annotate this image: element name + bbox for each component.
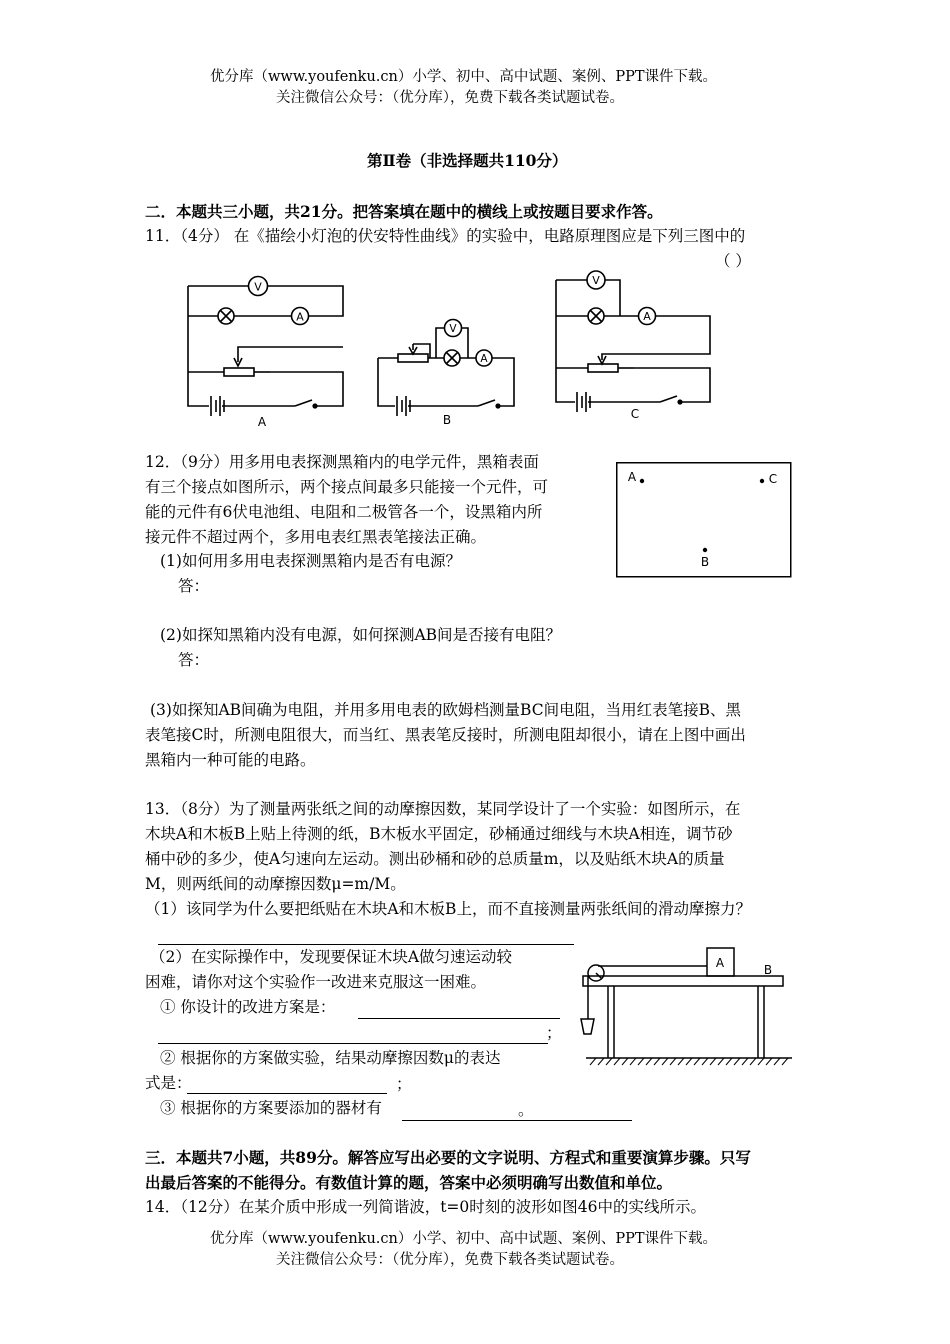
circuit-a-label: A <box>257 415 267 429</box>
q12-line-2: 有三个接点如图所示，两个接点间最多只能接一个元件，可 <box>145 478 549 496</box>
q13-semicolon-1: ； <box>546 1024 562 1042</box>
circuit-a-ammeter-label: A <box>296 310 304 324</box>
q13-line-1: 13．（8分）为了测量两张纸之间的动摩擦因数，某同学设计了一个实验：如图所示，在 <box>145 800 741 818</box>
circuit-b-ammeter-label: A <box>480 353 488 365</box>
circuit-a-voltmeter-label: V <box>254 280 262 294</box>
footer-line-2: 关注微信公众号：（优分库），免费下载各类试题试卷。 <box>276 1252 624 1268</box>
circuit-c-ammeter-label: A <box>643 310 651 323</box>
volume-title: 第Ⅱ卷（非选择题共110分） <box>367 151 568 170</box>
terminal-b-label: B <box>700 555 710 569</box>
q13-line-3: 桶中砂的多少，使A匀速向左运动。测出砂桶和砂的总质量m，以及贴纸木块A的质量 <box>145 850 725 868</box>
q13-answer-line-1[interactable] <box>158 944 574 945</box>
black-box-diagram <box>616 462 792 580</box>
q12-sub-2: (2)如探知黑箱内没有电源，如何探测AB间是否接有电阻？ <box>160 626 562 644</box>
q13-item-3: ③ 根据你的方案要添加的器材有 <box>160 1099 382 1117</box>
header-line-1: 优分库（www.youfenku.cn）小学、初中、高中试题、案例、PPT课件下载。 <box>210 69 718 85</box>
q13-sub-2-line-1: （2）在实际操作中，发现要保证木块A做匀速运动较 <box>150 948 513 966</box>
q14-text: 14．（12分）在某介质中形成一列简谐波，t=0时刻的波形如图46中的实线所示。 <box>145 1198 706 1216</box>
q13-answer-line-5[interactable] <box>402 1120 632 1121</box>
circuit-b-voltmeter-label: V <box>449 323 457 335</box>
circuit-c-voltmeter-label: V <box>592 274 600 287</box>
terminal-c-label: C <box>768 472 778 486</box>
q12-line-3: 能的元件有6伏电池组、电阻和二极管各一个，设黑箱内所 <box>145 503 543 521</box>
q12-sub-3-line-3: 黑箱内一种可能的电路。 <box>145 751 316 769</box>
q13-answer-line-3[interactable] <box>158 1043 548 1044</box>
q12-sub-3-line-2: 表笔接C时，所测电阻很大，而当红、黑表笔反接时，所测电阻却很小，请在上图中画出 <box>145 726 746 744</box>
board-b-label: B <box>763 963 773 977</box>
q12-line-4: 接元件不超过两个，多用电表红黑表笔接法正确。 <box>145 528 487 546</box>
q13-semicolon-2: ； <box>396 1075 412 1093</box>
q12-answer-1: 答： <box>178 577 210 595</box>
q13-sub-1: （1）该同学为什么要把纸贴在木块A和木板B上，而不直接测量两张纸间的滑动摩擦力？ <box>145 900 751 918</box>
circuit-b-label: B <box>442 413 452 427</box>
q11-text: 11．（4分） 在《描绘小灯泡的伏安特性曲线》的实验中，电路原理图应是下列三图中的 <box>145 227 746 245</box>
circuit-c-label: C <box>630 407 640 421</box>
q13-line-4: M，则两纸间的动摩擦因数μ=m/M。 <box>145 875 406 893</box>
q12-line-1: 12．（9分）用多用电表探测黑箱内的电学元件，黑箱表面 <box>145 453 539 471</box>
q13-answer-line-4[interactable] <box>187 1093 387 1094</box>
q13-item-2: ② 根据你的方案做实验，结果动摩擦因数μ的表达 <box>160 1049 501 1067</box>
q13-item-2-cont: 式是： <box>145 1074 192 1092</box>
q11-blank: （ ） <box>715 252 751 270</box>
circuit-b-diagram <box>370 312 520 432</box>
section2-heading: 二．本题共三小题，共21分。把答案填在题中的横线上或按题目要求作答。 <box>145 202 663 221</box>
q12-sub-1: (1)如何用多用电表探测黑箱内是否有电源？ <box>160 552 461 570</box>
q13-line-2: 木块A和木板B上贴上待测的纸，B木板水平固定，砂桶通过细线与木块A相连，调节砂 <box>145 825 733 843</box>
q13-item-1: ① 你设计的改进方案是： <box>160 998 336 1016</box>
q12-answer-2: 答： <box>178 651 210 669</box>
q13-sub-2-line-2: 困难，请你对这个实验作一改进来克服这一困难。 <box>145 973 487 991</box>
q13-period: 。 <box>518 1101 534 1119</box>
q12-sub-3-line-1: (3)如探知AB间确为电阻，并用多用电表的欧姆档测量BC间电阻，当用红表笔接B、黑 <box>150 701 741 719</box>
section3-heading-line-1: 三．本题共7小题，共89分。解答应写出必要的文字说明、方程式和重要演算步骤。只写 <box>145 1148 751 1167</box>
header-line-2: 关注微信公众号：（优分库），免费下载各类试题试卷。 <box>276 90 624 106</box>
circuit-a-diagram <box>180 272 360 432</box>
terminal-a-label: A <box>627 470 637 484</box>
section3-heading-line-2: 出最后答案的不能得分。有数值计算的题，答案中必须明确写出数值和单位。 <box>145 1173 673 1192</box>
friction-apparatus-diagram <box>578 944 800 1068</box>
footer-line-1: 优分库（www.youfenku.cn）小学、初中、高中试题、案例、PPT课件下载。 <box>210 1231 718 1247</box>
circuit-c-diagram <box>550 268 720 428</box>
block-a-label: A <box>715 956 725 970</box>
q13-answer-line-2[interactable] <box>358 1018 560 1019</box>
